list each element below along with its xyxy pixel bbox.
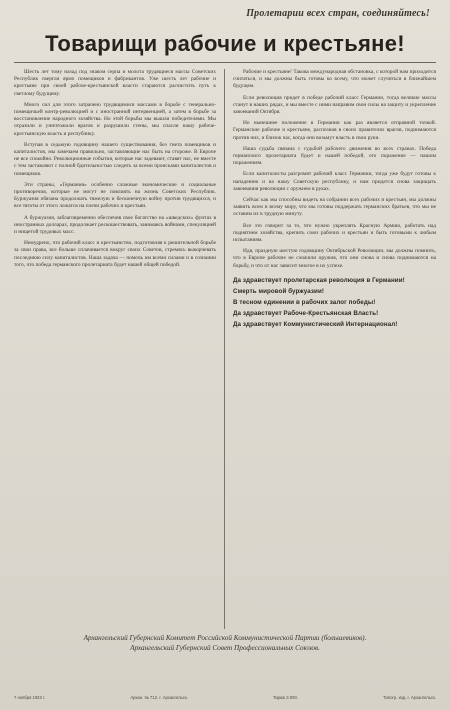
paragraph: Немудрено, что рабочий класс и крестьянство, подготовляя к решительной борьбе за свои права, все больше сплачивается вокруг своих Советов, стремясь выкорчевать последнюю силу капиталистов. Наша задача — помочь им всеми силами и в сознании того, что победа германского пролетариата будет нашей общей победой.: [14, 240, 216, 268]
page-title: Товарищи рабочие и крестьяне!: [45, 31, 405, 56]
imprint-date: 7 ноября 1923 г.: [14, 695, 46, 700]
paragraph: Наша судьба связана с судьбой рабочего движения во всех странах. Победа германского пролетариата будет и нашей победой, его поражение — нашим поражением.: [233, 145, 436, 167]
slogan: Пролетарии всех стран, соединяйтесь!: [246, 8, 430, 19]
paragraph: Идя, праздную шестую годовщину Октябрьской Революции, мы должны помнить, что в Европе рабочие не сложили оружия, что они снова и снова поднимаются на борьбу, и что от нас зависит многое в их успехе.: [233, 248, 436, 269]
call-slogan: Да здравствует пролетарская революция в Германии!: [233, 276, 405, 284]
paragraph: Эти страны, «Германия» особенно сложные экономические и социальные противоречия, которые не могут не повлиять на жизнь Советских Республик. Буржуазия обязана продолжать тяжелую и бесконечную войну против трудящихся, и все тяготы от этого ложатся на плечи рабочих и крестьян.: [14, 181, 216, 210]
signatures: [14, 633, 436, 653]
paragraph: А буржуазия, заблаговременно обеспечив свое богатство на «шведских» фунтах в иностранных долларах, продолжает роскошествовать, занимаясь войнами, спекуляцией и нищетой трудовых масс.: [14, 214, 216, 236]
right-column: [225, 69, 436, 629]
call-slogan: Да здравствует Коммунистический Интернационал!: [233, 320, 398, 328]
call-slogan: Смерть мировой буржуазии!: [233, 287, 325, 295]
signature-party: Архангельский Губернский Комитет Российской Коммунистической Партии (большевиков).: [83, 634, 367, 642]
left-column: [14, 69, 225, 629]
paragraph: Шесть лет тому назад под знаком серпа и молота трудящиеся массы Советских Республик свергли ярмо помещиков и фабрикантов. Уже шесть лет рабочие и крестьяне при своей рабоче-крестьянской власти стараются расчистить путь к светлому будущему.: [14, 69, 216, 97]
paragraph: Много сил для этого затрачено трудящимися массами в борьбе с генерально-помещичьей контр-революцией и с иностранной интервенцией, а затем в борьбе за восстановление народного хозяйства. Но этой борьбы мы вышли победителями. Мы отразили и уничтожили врагов и разрушили стены, мы спасли нашу рабоче-крестьянскую власть и республику.: [14, 101, 216, 137]
imprint-run: Тираж 3.000.: [272, 695, 298, 700]
paragraph: Рабочие и крестьяне! Такова международная обстановка, с которой нам приходится считаться, и мы должны быть готовы ко всему, что может случиться в ближайшем будущем.: [233, 69, 436, 90]
body-columns: [14, 69, 436, 629]
imprint: [14, 695, 436, 700]
paragraph: Вступая в седьмую годовщину нашего существования, без гнета помещиков и капиталистов, мы замечаем правильно, заставляющие нас быть на стороже. В Европе не все спокойно. Революционные события, которые нас задевают, ставят нас, не вместе с тем заставляют с полной бдительностью следить за всеми происками капиталистов и помещиков.: [14, 141, 216, 177]
slogan-calls: [233, 276, 436, 329]
paragraph: Все это говорит за то, что нужно укреплять Красную Армию, работать над поднятием хозяйства, крепить союз рабочих и крестьян и быть готовыми к любым испытаниям.: [233, 222, 436, 244]
call-slogan: Да здравствует Рабоче-Крестьянская Власть!: [233, 309, 379, 317]
paragraph: Но нынешнее положение в Германии как раз является отправной точкой. Германские рабочие и крестьяне, распознав в своих правителях врагов, поднимаются против них, и близок час, когда они возьмут власть в свои руки.: [233, 120, 436, 141]
divider: [14, 62, 436, 63]
signature-unions: Архангельский Губернский Совет Профессиональных Союзов.: [130, 644, 320, 652]
imprint-printer: Типогр. изд. г. Архангельск.: [383, 695, 436, 700]
paragraph: Если капиталисты разгромят рабочий класс Германии, тогда уже будут готовы к нападению и на нашу Советскую республику, и нам придется снова защищать завоевания революции с оружием в руках.: [233, 171, 436, 192]
paragraph: Сейчас как мы способны видеть на собрании всех рабочих и крестьян, мы должны заявить всем и всему миру, что мы готовы поддержать германских братьев, что мы не оставим их в трудную минуту.: [233, 197, 436, 218]
paragraph: Если революция придет в победе рабочий класс Германии, тогда великие массы станут в наших рядах, и мы вместе с ними направим свои силы на защиту и укрепление завоеваний Октября.: [233, 94, 436, 116]
call-slogan: В тесном единении в рабочих залог победы!: [233, 298, 376, 306]
imprint-number: Архан. № 712. г. Архангельск.: [130, 695, 188, 700]
